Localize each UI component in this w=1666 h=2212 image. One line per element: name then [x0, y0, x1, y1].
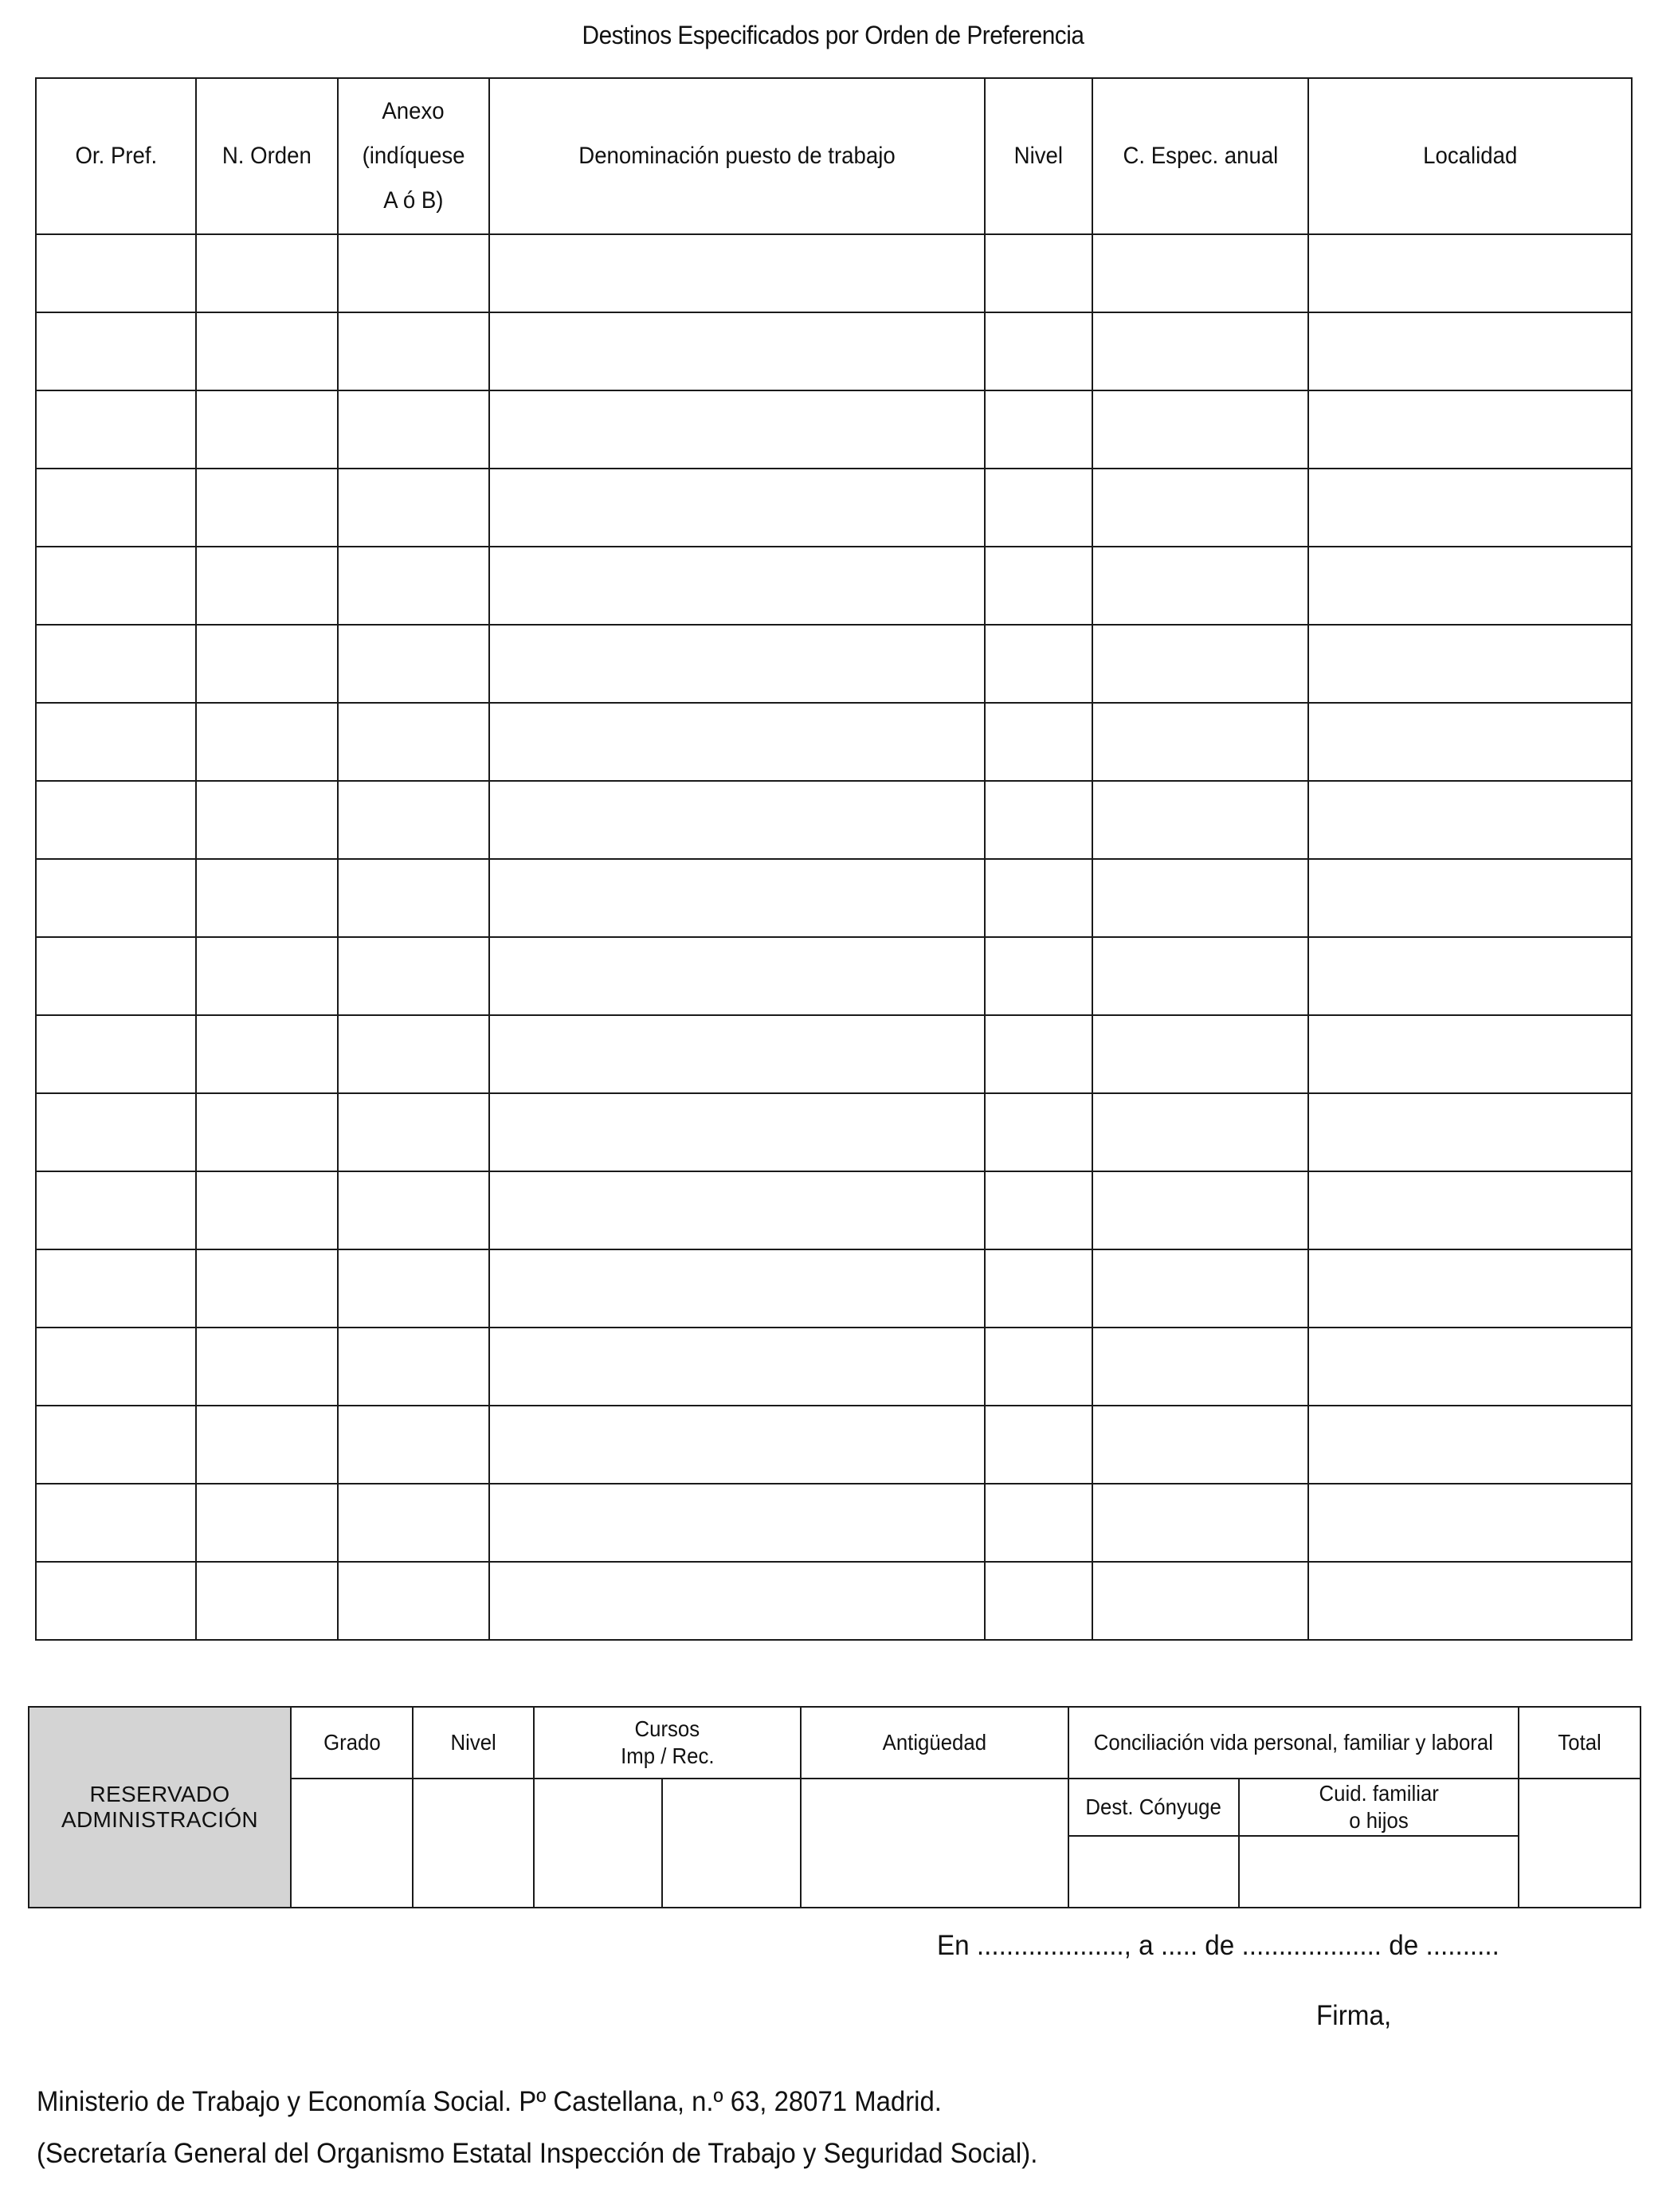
c-espec-anual-cell[interactable]: [1092, 1093, 1308, 1171]
denominacion-cell[interactable]: [489, 1093, 985, 1171]
c-espec-anual-cell[interactable]: [1092, 1484, 1308, 1562]
nivel-cell[interactable]: [985, 1015, 1092, 1093]
localidad-cell[interactable]: [1308, 859, 1632, 937]
antiguedad-header: Antigüedad: [801, 1707, 1068, 1779]
footer-address: Ministerio de Trabajo y Economía Social. Pº Castellana, n.º 63, 28071 Madrid.: [37, 2086, 942, 2117]
anexo-cell[interactable]: [338, 1171, 489, 1249]
table-row: [36, 1093, 1632, 1171]
denominacion-cell[interactable]: [489, 312, 985, 390]
localidad-cell[interactable]: [1308, 469, 1632, 547]
table-row: [36, 859, 1632, 937]
nivel-cell[interactable]: [985, 703, 1092, 781]
anexo-cell[interactable]: [338, 547, 489, 625]
cursos-rec-value-cell[interactable]: [662, 1779, 801, 1908]
nivel-cell[interactable]: [985, 1328, 1092, 1406]
n-orden-cell[interactable]: [196, 937, 338, 1015]
table-row: [36, 1249, 1632, 1328]
footer-organism: (Secretaría General del Organismo Estatal Inspección de Trabajo y Seguridad Social).: [37, 2138, 1038, 2169]
or-pref-cell[interactable]: [36, 625, 196, 703]
n-orden-cell[interactable]: [196, 703, 338, 781]
table-row: [36, 469, 1632, 547]
anexo-cell[interactable]: [338, 1562, 489, 1640]
c-espec-anual-cell[interactable]: [1092, 859, 1308, 937]
or-pref-cell[interactable]: [36, 1484, 196, 1562]
anexo-cell[interactable]: [338, 234, 489, 312]
c-espec-anual-cell[interactable]: [1092, 1015, 1308, 1093]
n-orden-cell[interactable]: [196, 547, 338, 625]
localidad-cell[interactable]: [1308, 1171, 1632, 1249]
n-orden-cell[interactable]: [196, 1171, 338, 1249]
anexo-cell[interactable]: [338, 1015, 489, 1093]
localidad-cell[interactable]: [1308, 1015, 1632, 1093]
denominacion-cell[interactable]: [489, 781, 985, 859]
table-row: [36, 1406, 1632, 1484]
localidad-cell[interactable]: [1308, 390, 1632, 469]
header-c-espec-anual: C. Espec. anual: [1092, 78, 1308, 234]
localidad-cell[interactable]: [1308, 1249, 1632, 1328]
denominacion-cell[interactable]: [489, 859, 985, 937]
or-pref-cell[interactable]: [36, 312, 196, 390]
n-orden-cell[interactable]: [196, 312, 338, 390]
n-orden-cell[interactable]: [196, 859, 338, 937]
n-orden-cell[interactable]: [196, 1484, 338, 1562]
denominacion-cell[interactable]: [489, 1249, 985, 1328]
nivel-cell[interactable]: [985, 547, 1092, 625]
n-orden-cell[interactable]: [196, 781, 338, 859]
n-orden-cell[interactable]: [196, 390, 338, 469]
c-espec-anual-cell[interactable]: [1092, 781, 1308, 859]
anexo-cell[interactable]: [338, 390, 489, 469]
c-espec-anual-cell[interactable]: [1092, 1249, 1308, 1328]
denominacion-cell[interactable]: [489, 1562, 985, 1640]
anexo-cell[interactable]: [338, 937, 489, 1015]
denominacion-cell[interactable]: [489, 1484, 985, 1562]
n-orden-cell[interactable]: [196, 234, 338, 312]
c-espec-anual-cell[interactable]: [1092, 1406, 1308, 1484]
nivel-cell[interactable]: [985, 1406, 1092, 1484]
anexo-cell[interactable]: [338, 1093, 489, 1171]
table-row: [36, 390, 1632, 469]
denominacion-cell[interactable]: [489, 1171, 985, 1249]
anexo-cell[interactable]: [338, 1484, 489, 1562]
cursos-imp-value-cell[interactable]: [534, 1779, 662, 1908]
table-row: [36, 1171, 1632, 1249]
localidad-cell[interactable]: [1308, 781, 1632, 859]
anexo-cell[interactable]: [338, 781, 489, 859]
header-or-pref: Or. Pref.: [36, 78, 196, 234]
table-row: [36, 1484, 1632, 1562]
or-pref-cell[interactable]: [36, 859, 196, 937]
anexo-cell[interactable]: [338, 859, 489, 937]
denominacion-cell[interactable]: [489, 625, 985, 703]
nivel-cell[interactable]: [985, 1093, 1092, 1171]
or-pref-cell[interactable]: [36, 1015, 196, 1093]
reserved-administration-cell: RESERVADO ADMINISTRACIÓN: [29, 1707, 291, 1908]
localidad-cell[interactable]: [1308, 937, 1632, 1015]
n-orden-cell[interactable]: [196, 1562, 338, 1640]
n-orden-cell[interactable]: [196, 1328, 338, 1406]
denominacion-cell[interactable]: [489, 937, 985, 1015]
cuid-familiar-value-cell[interactable]: [1239, 1836, 1519, 1908]
localidad-cell[interactable]: [1308, 1328, 1632, 1406]
denominacion-cell[interactable]: [489, 703, 985, 781]
admin-reserved-table: [28, 1706, 1641, 1908]
anexo-cell[interactable]: [338, 703, 489, 781]
localidad-cell[interactable]: [1308, 703, 1632, 781]
n-orden-cell[interactable]: [196, 1093, 338, 1171]
header-denominacion: Denominación puesto de trabajo: [489, 78, 985, 234]
or-pref-cell[interactable]: [36, 1249, 196, 1328]
nivel-cell[interactable]: [985, 1562, 1092, 1640]
table-row: [36, 625, 1632, 703]
c-espec-anual-cell[interactable]: [1092, 469, 1308, 547]
nivel-cell[interactable]: [985, 234, 1092, 312]
dest-conyuge-value-cell[interactable]: [1068, 1836, 1239, 1908]
nivel-header: Nivel: [413, 1707, 534, 1779]
nivel-cell[interactable]: [985, 390, 1092, 469]
signature-label: Firma,: [1316, 2000, 1392, 2031]
or-pref-cell[interactable]: [36, 937, 196, 1015]
table-row: [36, 703, 1632, 781]
nivel-cell[interactable]: [985, 781, 1092, 859]
or-pref-cell[interactable]: [36, 1328, 196, 1406]
nivel-cell[interactable]: [985, 312, 1092, 390]
total-header: Total: [1519, 1707, 1641, 1779]
n-orden-cell[interactable]: [196, 1406, 338, 1484]
preferences-header-row: [36, 78, 1632, 234]
nivel-cell[interactable]: [985, 859, 1092, 937]
or-pref-cell[interactable]: [36, 781, 196, 859]
header-nivel: Nivel: [985, 78, 1092, 234]
table-row: [36, 781, 1632, 859]
header-n-orden: N. Orden: [196, 78, 338, 234]
nivel-cell[interactable]: [985, 1484, 1092, 1562]
header-anexo: Anexo (indíquese A ó B): [338, 78, 489, 234]
c-espec-anual-cell[interactable]: [1092, 312, 1308, 390]
c-espec-anual-cell[interactable]: [1092, 937, 1308, 1015]
n-orden-cell[interactable]: [196, 625, 338, 703]
localidad-cell[interactable]: [1308, 1093, 1632, 1171]
preferences-table: [35, 77, 1633, 1641]
table-row: [36, 312, 1632, 390]
nivel-value-cell[interactable]: [413, 1779, 534, 1908]
n-orden-cell[interactable]: [196, 1249, 338, 1328]
grado-header: Grado: [291, 1707, 413, 1779]
table-row: [36, 547, 1632, 625]
n-orden-cell[interactable]: [196, 469, 338, 547]
denominacion-cell[interactable]: [489, 234, 985, 312]
or-pref-cell[interactable]: [36, 1093, 196, 1171]
n-orden-cell[interactable]: [196, 1015, 338, 1093]
anexo-cell[interactable]: [338, 625, 489, 703]
denominacion-cell[interactable]: [489, 1328, 985, 1406]
denominacion-cell[interactable]: [489, 469, 985, 547]
or-pref-cell[interactable]: [36, 703, 196, 781]
or-pref-cell[interactable]: [36, 1171, 196, 1249]
nivel-cell[interactable]: [985, 1249, 1092, 1328]
c-espec-anual-cell[interactable]: [1092, 1328, 1308, 1406]
anexo-cell[interactable]: [338, 469, 489, 547]
localidad-cell[interactable]: [1308, 547, 1632, 625]
table-row: [36, 1562, 1632, 1640]
anexo-cell[interactable]: [338, 1328, 489, 1406]
localidad-cell[interactable]: [1308, 625, 1632, 703]
total-value-cell[interactable]: [1519, 1779, 1641, 1908]
cursos-header: Cursos Imp / Rec.: [534, 1707, 801, 1779]
grado-value-cell[interactable]: [291, 1779, 413, 1908]
c-espec-anual-cell[interactable]: [1092, 1171, 1308, 1249]
localidad-cell[interactable]: [1308, 1484, 1632, 1562]
c-espec-anual-cell[interactable]: [1092, 390, 1308, 469]
anexo-cell[interactable]: [338, 1406, 489, 1484]
localidad-cell[interactable]: [1308, 312, 1632, 390]
c-espec-anual-cell[interactable]: [1092, 625, 1308, 703]
header-localidad: Localidad: [1308, 78, 1632, 234]
anexo-cell[interactable]: [338, 312, 489, 390]
c-espec-anual-cell[interactable]: [1092, 703, 1308, 781]
localidad-cell[interactable]: [1308, 1406, 1632, 1484]
antiguedad-value-cell[interactable]: [801, 1779, 1068, 1908]
date-place-line: En ...................., a ..... de ................... de ..........: [937, 1930, 1499, 1961]
or-pref-cell[interactable]: [36, 547, 196, 625]
c-espec-anual-cell[interactable]: [1092, 234, 1308, 312]
c-espec-anual-cell[interactable]: [1092, 547, 1308, 625]
anexo-cell[interactable]: [338, 1249, 489, 1328]
c-espec-anual-cell[interactable]: [1092, 1562, 1308, 1640]
denominacion-cell[interactable]: [489, 390, 985, 469]
table-row: [36, 234, 1632, 312]
denominacion-cell[interactable]: [489, 1015, 985, 1093]
table-row: [36, 1015, 1632, 1093]
nivel-cell[interactable]: [985, 1171, 1092, 1249]
dest-conyuge-header: Dest. Cónyuge: [1068, 1779, 1239, 1836]
table-row: [36, 937, 1632, 1015]
or-pref-cell[interactable]: [36, 390, 196, 469]
nivel-cell[interactable]: [985, 937, 1092, 1015]
conciliacion-header: Conciliación vida personal, familiar y laboral: [1068, 1707, 1519, 1779]
or-pref-cell[interactable]: [36, 1562, 196, 1640]
cuid-familiar-header: Cuid. familiar o hijos: [1239, 1779, 1519, 1836]
page-title: Destinos Especificados por Orden de Preferencia: [582, 21, 1084, 49]
or-pref-cell[interactable]: [36, 234, 196, 312]
localidad-cell[interactable]: [1308, 234, 1632, 312]
localidad-cell[interactable]: [1308, 1562, 1632, 1640]
or-pref-cell[interactable]: [36, 1406, 196, 1484]
denominacion-cell[interactable]: [489, 547, 985, 625]
nivel-cell[interactable]: [985, 625, 1092, 703]
nivel-cell[interactable]: [985, 469, 1092, 547]
or-pref-cell[interactable]: [36, 469, 196, 547]
denominacion-cell[interactable]: [489, 1406, 985, 1484]
table-row: [36, 1328, 1632, 1406]
